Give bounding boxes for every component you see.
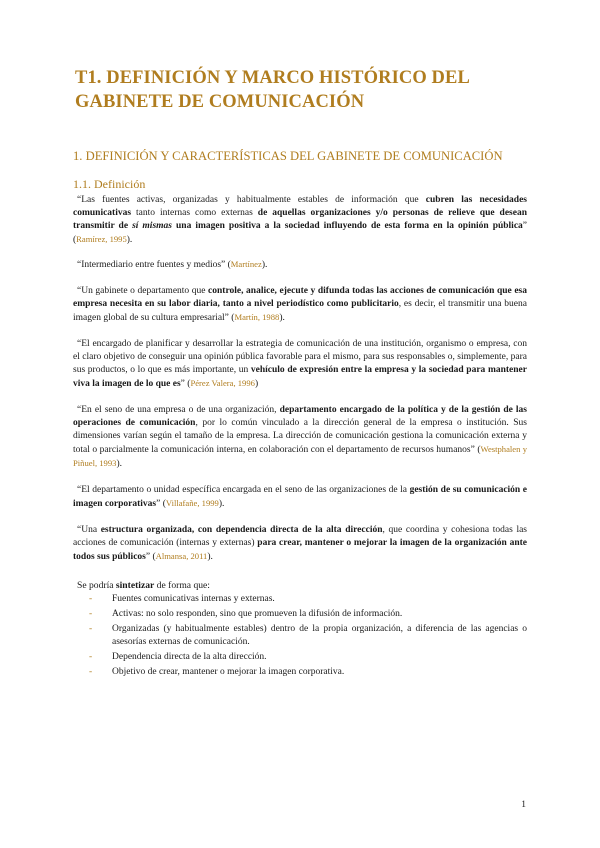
citation-ramirez: Ramírez, 1995 (76, 234, 127, 244)
citation-martinez: Martínez (230, 259, 262, 269)
citation-perez-valera: Pérez Valera, 1996 (190, 378, 255, 388)
section-heading: 1. DEFINICIÓN Y CARACTERÍSTICAS DEL GABINETE DE COMUNICACIÓN (73, 149, 503, 163)
quote-villafane: “El departamento o unidad específica encargada en el seno de las organizaciones de la gestión de su comunicación e imagen corporativas” (Villafañe, 1999). (73, 485, 528, 509)
citation-almansa: Almansa, 2011 (155, 551, 208, 561)
quote-almansa: “Una estructura organizada, con dependencia directa de la alta dirección, que coordina y cohesiona todas las acciones de comunicación (internas y externas) para crear, mantener o mejorar la imagen de la organización ante todos sus públicos” (Almansa, 2011). (73, 525, 528, 562)
list-item: - Fuentes comunicativas internas y externas. (89, 594, 275, 604)
list-item: - Activas: no solo responden, sino que promueven la difusión de información. (89, 609, 403, 619)
list-item: - Organizadas (y habitualmente estables) dentro de la propia organización, a diferencia de las agencias o asesorías externas de comunicación. (89, 624, 527, 647)
subsection-heading: 1.1. Definición (73, 177, 146, 191)
list-item: - Objetivo de crear, mantener o mejorar la imagen corporativa. (89, 667, 345, 677)
summary-intro: Se podría sintetizar de forma que: (77, 580, 210, 591)
quote-ramirez: “Las fuentes activas, organizadas y habitualmente estables de información que cubren las necesidades comunicativas tanto internas como externas de aquellas organizaciones y/o personas de relieve que desean transmitir de sí mismas una imagen positiva a la sociedad influyendo de esta forma en la opinión pública” (Ramírez, 1995). (73, 195, 528, 245)
summary-list (89, 593, 527, 679)
quote-martinez: “Intermediario entre fuentes y medios” (Martínez). (77, 259, 268, 270)
citation-westphalen: Westphalen y Piñuel, 1993 (73, 444, 527, 468)
chapter-title: T1. DEFINICIÓN Y MARCO HISTÓRICO DEL GABINETE DE COMUNICACIÓN (75, 68, 469, 112)
document-page (73, 66, 527, 681)
quote-westphalen: “En el seno de una empresa o de una organización, departamento encargado de la política y de la gestión de las operaciones de comunicación, por lo común vinculado a la dirección general de la empresa o institución. Sus dimensiones varían según el tamaño de la empresa. La dirección de comunicación gestiona la comunicación externa y total o parcialmente la comunicación interna, en colaboración con el departamento de recursos humanos” (Westphalen y Piñuel, 1993). (73, 405, 527, 469)
quote-perez-valera: “El encargado de planificar y desarrollar la estrategia de comunicación de una institución, organismo o empresa, con el claro objetivo de conseguir una opinión pública favorable para el mismo, para sus responsables o, simplemente, para sus productos, o lo que es más importante, un vehículo de expresión entre la empresa y la sociedad para mantener viva la imagen de lo que es” (Pérez Valera, 1996) (73, 339, 527, 389)
quote-martin: “Un gabinete o departamento que controle, analice, ejecute y difunda todas las acciones de comunicación que esa empresa necesita en su labor diaria, tanto a nivel periodístico como publicitario, es decir, el transmitir una buena imagen global de su cultura empresarial” (Martín, 1988). (73, 286, 527, 323)
page-number: 1 (521, 800, 526, 810)
citation-martin: Martín, 1988 (234, 312, 280, 322)
list-item: - Dependencia directa de la alta dirección. (89, 652, 267, 662)
citation-villafane: Villafañe, 1999 (165, 498, 219, 508)
